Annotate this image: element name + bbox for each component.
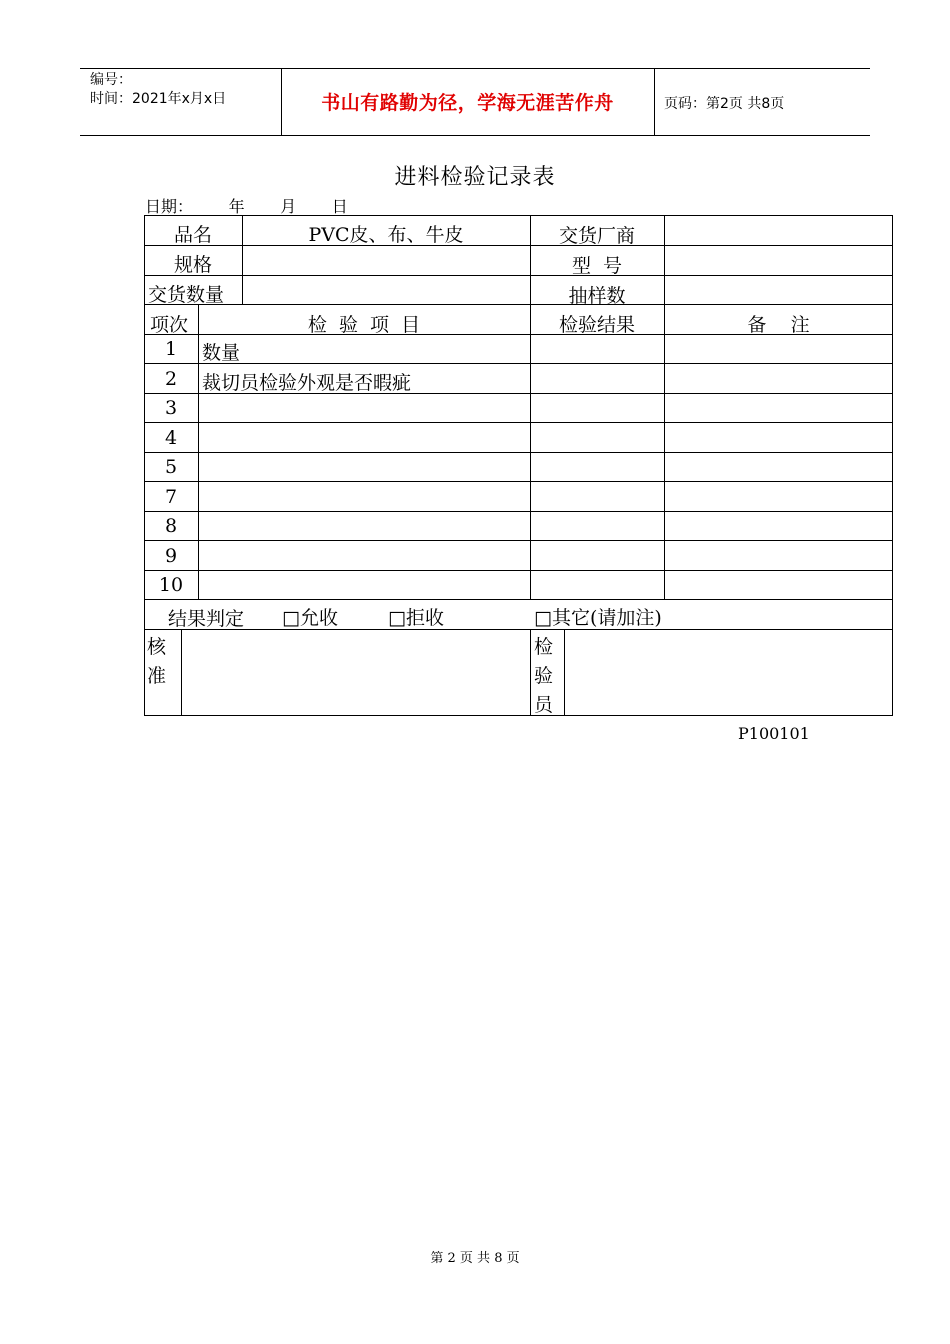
- row-remark-field[interactable]: [665, 364, 892, 392]
- row-result-field[interactable]: [531, 541, 663, 569]
- row-item: 裁切员检验外观是否暇疵: [202, 371, 412, 394]
- option-reject[interactable]: □拒收: [388, 607, 444, 629]
- row-seq: 10: [158, 574, 184, 596]
- row-remark-field[interactable]: [665, 452, 892, 480]
- approve-label: [147, 633, 169, 691]
- row-seq: 4: [164, 426, 178, 449]
- col-remark-header: 备 注: [747, 314, 810, 336]
- product-value: PVC皮、布、牛皮: [308, 224, 464, 246]
- col-result-header: 检验结果: [558, 314, 635, 336]
- header-page-info: 页码：第2页 共8页: [664, 96, 785, 112]
- grid-hline: [144, 304, 893, 305]
- inspector-label-char: 检: [534, 636, 554, 658]
- row-result-field[interactable]: [531, 511, 663, 539]
- header-number-label: 编号：: [90, 72, 132, 88]
- judgement-label: 结果判定: [168, 608, 245, 630]
- option-accept[interactable]: □允收: [282, 607, 338, 629]
- row-result-field[interactable]: [531, 364, 663, 392]
- row-remark-field[interactable]: [665, 541, 892, 569]
- row-result-field[interactable]: [531, 393, 663, 421]
- header-divider-right: [654, 68, 655, 135]
- col-seq-header: 项次: [150, 314, 189, 336]
- inspector-label-char: 验: [534, 665, 554, 687]
- inspector-label: [534, 633, 556, 720]
- grid-hline: [144, 599, 893, 600]
- row-result-field[interactable]: [531, 334, 663, 362]
- grid-vline: [198, 304, 199, 599]
- page-title: 进料检验记录表: [394, 165, 556, 190]
- row-remark-field[interactable]: [665, 570, 892, 598]
- date-line: 日期： 年 月 日: [145, 197, 348, 216]
- row-remark-field[interactable]: [665, 511, 892, 539]
- row-remark-field[interactable]: [665, 393, 892, 421]
- row-item: 数量: [202, 342, 241, 364]
- row-result-field[interactable]: [531, 570, 663, 598]
- inspector-label-char: 员: [534, 694, 554, 716]
- grid-vline: [530, 629, 531, 716]
- approve-signature-field[interactable]: [181, 630, 530, 714]
- row-seq: 9: [164, 544, 178, 567]
- header-top-rule: [80, 68, 870, 69]
- model-label: 型 号: [571, 255, 623, 277]
- row-remark-field[interactable]: [665, 482, 892, 510]
- header-bottom-rule: [80, 135, 870, 136]
- row-seq: 8: [164, 515, 178, 537]
- row-result-field[interactable]: [531, 423, 663, 451]
- row-seq: 3: [164, 397, 178, 419]
- grid-hline: [144, 275, 893, 276]
- row-seq: 2: [164, 367, 178, 390]
- option-other[interactable]: □其它(请加注): [534, 607, 662, 629]
- inspector-signature-field[interactable]: [564, 630, 892, 714]
- header-motto: 书山有路勤为径，学海无涯苦作舟: [321, 92, 614, 114]
- row-remark-field[interactable]: [665, 423, 892, 451]
- header-meta: [90, 71, 226, 109]
- page-footer: 第 2 页 共 8 页: [430, 1251, 520, 1266]
- approve-label-char: 核: [147, 636, 167, 658]
- grid-vline: [664, 215, 665, 304]
- qty-label: 交货数量: [148, 284, 225, 306]
- row-result-field[interactable]: [531, 452, 663, 480]
- col-item-header: 检 验 项 目: [307, 314, 421, 336]
- spec-label: 规格: [173, 254, 212, 276]
- row-seq: 7: [164, 485, 178, 508]
- row-seq: 5: [164, 456, 178, 478]
- sample-label: 抽样数: [568, 285, 626, 307]
- approve-label-char: 准: [147, 665, 167, 687]
- row-result-field[interactable]: [531, 482, 663, 510]
- row-remark-field[interactable]: [665, 334, 892, 362]
- form-code: P100101: [738, 724, 810, 743]
- product-label: 品名: [173, 224, 212, 246]
- header-time-label: 时间：2021年x月x日: [90, 91, 227, 107]
- row-seq: 1: [164, 338, 178, 360]
- supplier-label: 交货厂商: [558, 225, 635, 247]
